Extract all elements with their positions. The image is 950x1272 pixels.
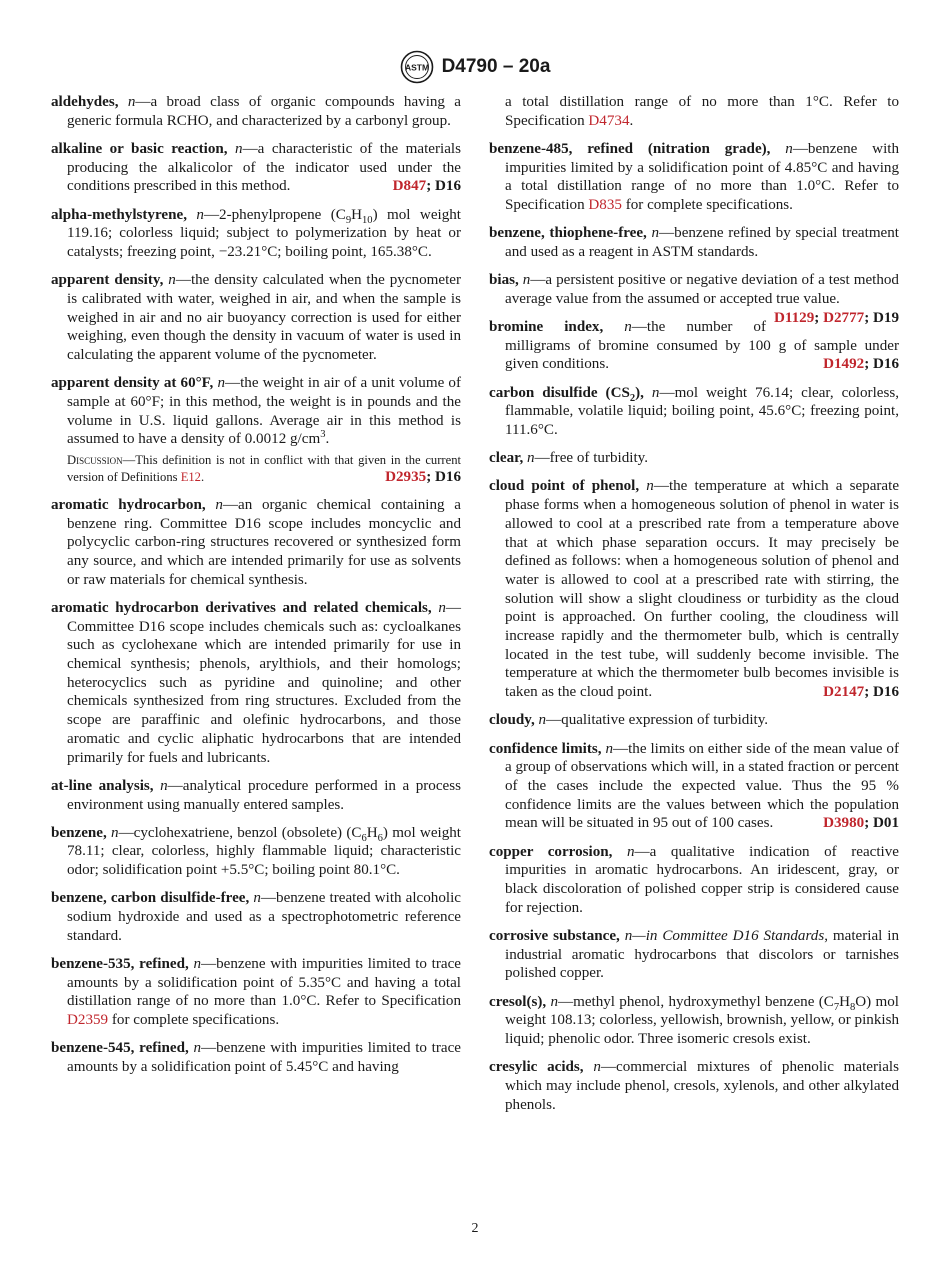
standard-link[interactable]: D2147 bbox=[823, 684, 865, 701]
entry-alpha-methylstyrene: alpha-methylstyrene, n—2-phenylpropene $(C_9H_{10})$ mol weight 119.16; colorless liquid; subject to polymerization by heat or catalysts; freezing point, −23.21°C; boiling point, 165.38°C. bbox=[51, 206, 461, 260]
entry-copper-corrosion: copper corrosion, n—a qualitative indication of reactive impurities in aromatic hydrocarbons. An iridescent, gray, or black discoloration of polished copper strip is considered cause for rejection. bbox=[489, 843, 899, 916]
entry-confidence-limits: confidence limits, n—the limits on either side of the mean value of a group of observations which will, in a stated fraction or percent of the cases include the expected value. Thus the 95 % confidence limits are the values between which the population mean will be situated in 95 out of 100 cases. D3980; D01 bbox=[489, 740, 900, 832]
entry-apparent-density-60f: apparent density at 60°F, n—the weight in air of a unit volume of sample at 60°F; in this method, the weight is in pounds and the volume in U.S. liquid gallons. Average air in this method is assumed to have a density of 0.0012 $g/cm^3$. bbox=[51, 375, 461, 448]
document-designation: D4790 – 20a bbox=[441, 56, 551, 77]
standard-link[interactable]: D4734 bbox=[588, 112, 630, 129]
entry-benzene-485: benzene-485, refined (nitration grade), n—benzene with impurities limited by a solidification point of 4.85°C and having a total distillation range of no more than 1.0°C. Refer to Specification D835 for complete specifications. bbox=[489, 140, 900, 214]
standard-link[interactable]: D835 bbox=[588, 197, 622, 214]
astm-logo-icon bbox=[400, 50, 434, 84]
entry-aromatic-derivatives: aromatic hydrocarbon derivatives and related chemicals, n—Committee D16 scope includes chemicals such as: cycloalkanes such as cyclohexane which are intended primarily for use in chemical synthesis; phenols, arylthiols, and their homologs; heterocyclics such as pyridine and quinoline; and other chemicals synthesized from ring structures. Excluded from the scope are paraffinic and olefinic hydrocarbons, and those aromatic and cyclic aliphatic hydrocarbons that are intended primarily for fuels and lubricants. bbox=[51, 599, 461, 766]
committee-refs: D1129; D2777; D19 bbox=[774, 309, 899, 326]
entry-corrosive-substance: corrosive substance, n—in Committee D16 Standards, material in industrial aromatic hydrocarbons that discolors or tarnishes polished copper. bbox=[489, 927, 899, 982]
committee-refs: D2935; D16 bbox=[385, 469, 461, 486]
standard-link[interactable]: D2935 bbox=[385, 469, 427, 486]
entry-alkaline-reaction: alkaline or basic reaction, n—a characteristic of the materials producing the alkalicolor of the indicator used under the conditions prescribed in this method. D847; D16 bbox=[51, 140, 461, 195]
committee-refs: D2147; D16 bbox=[823, 684, 899, 701]
standard-link[interactable]: D3980 bbox=[823, 815, 865, 832]
standard-link[interactable]: D2777 bbox=[823, 309, 865, 326]
entry-benzene-545-continued: a total distillation range of no more than 1°C. Refer to Specification D4734. bbox=[505, 94, 899, 129]
entry-aromatic-hydrocarbon: aromatic hydrocarbon, n—an organic chemical containing a benzene ring. Committee D16 scope includes moncyclic and polycyclic carbon-ring structures recovered or synthesized form any source, and which are intended primarily for use as solvents or raw materials for chemical synthesis. bbox=[51, 496, 461, 588]
entry-benzene-thiophene-free: benzene, thiophene-free, n—benzene refined by special treatment and used as a reagent in ASTM standards. bbox=[489, 225, 899, 260]
page-header bbox=[0, 50, 950, 84]
committee-refs: D3980; D01 bbox=[823, 815, 899, 832]
entry-benzene-545: benzene-545, refined, n—benzene with impurities limited to trace amounts by a solidification point of 5.45°C and having bbox=[51, 1040, 461, 1075]
entry-benzene-535: benzene-535, refined, n—benzene with impurities limited to trace amounts by a solidification point of 5.35°C and having a total distillation range of no more than 1.0°C. Refer to Specification D2359 for complete specifications. bbox=[51, 955, 461, 1029]
entry-cresols: cresol(s), n—methyl phenol, hydroxymethyl benzene $(C_7H_8O)$ mol weight 108.13; colorless, yellowish, brownish, yellow, or pinkish liquid; phenolic odor. Three isomeric cresols exist. bbox=[489, 993, 899, 1047]
entry-aldehydes: aldehydes, n—a broad class of organic compounds having a generic formula RCHO, and characterized by a carbonyl group. bbox=[51, 94, 461, 129]
entry-cresylic-acids: cresylic acids, n—commercial mixtures of phenolic materials which may include phenol, cresols, xylenols, and other alkylated phenols. bbox=[489, 1059, 899, 1113]
left-column bbox=[51, 93, 461, 1086]
entry-clear: clear, n—free of turbidity. bbox=[489, 450, 649, 467]
discussion-note: Discussion—This definition is not in conflict with that given in the current version of Definitions E12. D2935; D16 bbox=[67, 453, 461, 486]
entry-cloud-point-of-phenol: cloud point of phenol, n—the temperature at which a separate phase forms when a homogeneous solution of phenol in water is allowed to cool at a prescribed rate from a temperature above that at which phase separation occurs. It may precisely be defined as follows: when a homogeneous solution of phenol and water is allowed to cool at a prescribed rate with stirring, the solution will show a slight cloudiness or turbidity as the cloud point is approached. On further cooling, the cloudiness will increase rapidly and the thermometer bulb, which is centrally located in the test tube, will suddenly become invisible. The temperature at which the thermometer bulb becomes invisible is taken as the cloud point. D2147; D16 bbox=[489, 478, 900, 701]
standard-link[interactable]: D1492 bbox=[823, 356, 865, 373]
entry-carbon-disulfide: carbon disulfide $(CS_2)$, n—mol weight 76.14; clear, colorless, flammable, volatile liquid; boiling point, 45.6°C; freezing point, 111.6°C. bbox=[489, 384, 899, 439]
entry-apparent-density: apparent density, n—the density calculated when the pycnometer is calibrated with water, weighed in air, and when the sample is weighed in air and no air buoyancy correction is used for either weighing, even though the density in vacuum of water is used in calculating the apparent volume of the pycnometer. bbox=[51, 272, 461, 363]
standard-link[interactable]: E12 bbox=[180, 470, 201, 485]
entry-bromine-index: bromine index, n—the number of milligrams of bromine consumed by 100 g of sample under given conditions. D1492; D16 bbox=[489, 319, 899, 373]
committee-refs: D1492; D16 bbox=[823, 356, 899, 373]
entry-cloudy: cloudy, n—qualitative expression of turbidity. bbox=[489, 712, 769, 729]
svg-text:ASTM: ASTM bbox=[404, 62, 429, 73]
entry-benzene: benzene, n—cyclohexatriene, benzol (obsolete) $(C_6H_6)$ mol weight 78.11; clear, colorless, highly flammable liquid; characteristic odor; solidification point +5.5°C; boiling point 80.1°C. bbox=[51, 824, 462, 879]
page-number: 2 bbox=[471, 1221, 479, 1236]
entry-at-line-analysis: at-line analysis, n—analytical procedure performed in a process environment using manually entered samples. bbox=[51, 777, 461, 813]
right-column bbox=[489, 93, 899, 1124]
standard-link[interactable]: D847 bbox=[392, 178, 427, 195]
committee-refs: D847; D16 bbox=[392, 178, 461, 195]
entry-bias: bias, n—a persistent positive or negative deviation of a test method average value from the assumed or accepted true value. D1129; D2777; D19 bbox=[489, 272, 899, 326]
standard-link[interactable]: D1129 bbox=[774, 309, 815, 326]
entry-benzene-cs2-free: benzene, carbon disulfide-free, n—benzene treated with alcoholic sodium hydroxide and used as a spectrophotometric reference standard. bbox=[51, 890, 461, 944]
standard-link[interactable]: D2359 bbox=[67, 1012, 109, 1029]
